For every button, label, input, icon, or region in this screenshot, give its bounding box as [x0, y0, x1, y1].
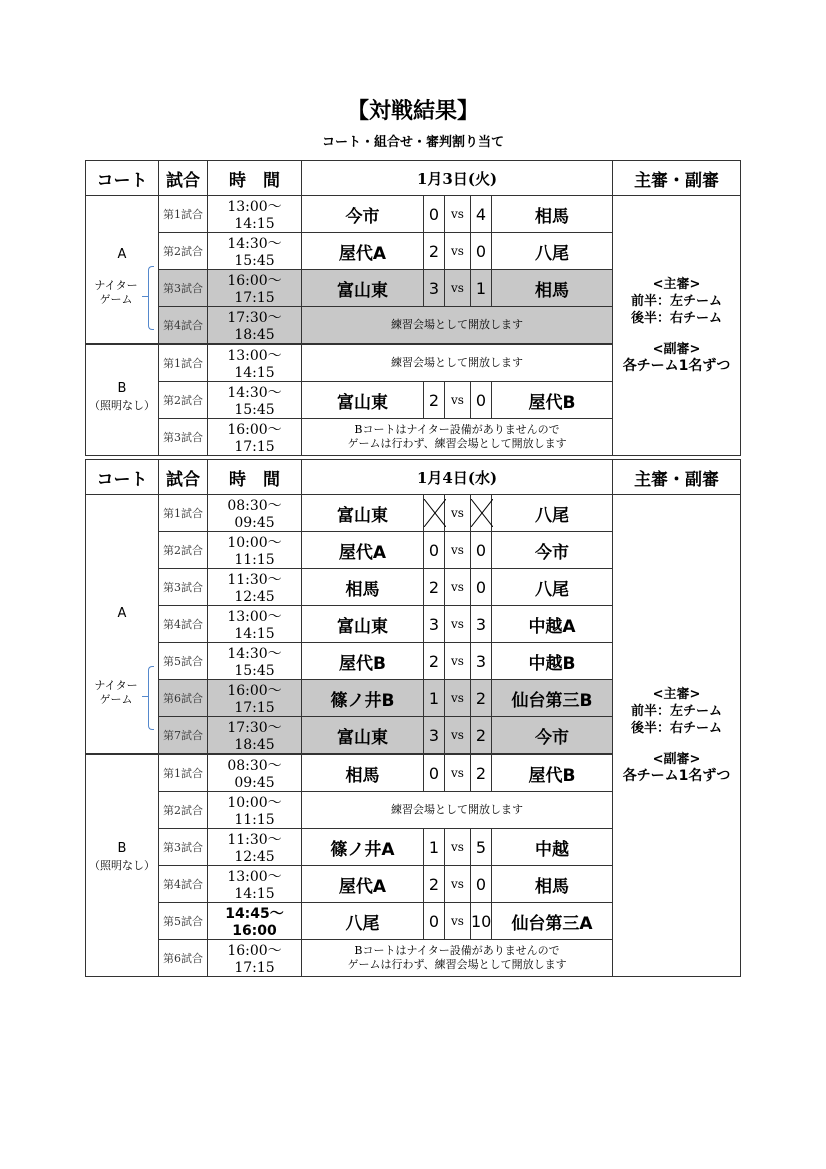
vs-label: vs — [445, 606, 471, 643]
home-score: 3 — [424, 606, 445, 643]
court-a-cell — [86, 196, 159, 345]
vs-label: vs — [445, 569, 471, 606]
home-team: 屋代A — [302, 866, 424, 903]
away-score-cancelled — [471, 495, 492, 532]
away-team: 八尾 — [492, 495, 613, 532]
game-number: 第7試合 — [159, 717, 208, 755]
home-score: 2 — [424, 382, 445, 419]
court-a-label: A — [117, 606, 127, 621]
vs-label: vs — [445, 196, 471, 233]
game-time: 16:00～17:15 — [208, 940, 302, 977]
away-team: 仙台第三A — [492, 903, 613, 940]
away-team: 相馬 — [492, 196, 613, 233]
home-team: 屋代B — [302, 643, 424, 680]
court-b-label: B — [117, 841, 127, 856]
vs-label: vs — [445, 495, 471, 532]
header-date: 1月3日(火) — [302, 161, 613, 196]
game-time: 13:00～14:15 — [208, 866, 302, 903]
away-team: 八尾 — [492, 569, 613, 606]
away-score: 0 — [471, 382, 492, 419]
practice-note: 練習会場として開放します — [302, 344, 613, 382]
away-team: 中越 — [492, 829, 613, 866]
court-a-cell — [86, 495, 159, 755]
game-number: 第3試合 — [159, 829, 208, 866]
away-score: 3 — [471, 643, 492, 680]
away-score: 0 — [471, 532, 492, 569]
home-team: 今市 — [302, 196, 424, 233]
cross-icon — [471, 499, 493, 527]
vs-label: vs — [445, 680, 471, 717]
game-number: 第4試合 — [159, 307, 208, 345]
header-court: コート — [86, 161, 159, 196]
home-team: 篠ノ井B — [302, 680, 424, 717]
home-team: 富山東 — [302, 382, 424, 419]
vs-label: vs — [445, 270, 471, 307]
game-number: 第5試合 — [159, 643, 208, 680]
referee-note: <主審> 前半：左チーム 後半：右チーム <副審> 各チーム1名ずつ — [613, 495, 741, 977]
game-time: 14:30～15:45 — [208, 382, 302, 419]
home-team: 屋代A — [302, 233, 424, 270]
header-court: コート — [86, 460, 159, 495]
game-number: 第6試合 — [159, 680, 208, 717]
home-team: 八尾 — [302, 903, 424, 940]
away-score: 1 — [471, 270, 492, 307]
away-team: 今市 — [492, 532, 613, 569]
header-date: 1月4日(水) — [302, 460, 613, 495]
home-team: 富山東 — [302, 606, 424, 643]
away-team: 仙台第三B — [492, 680, 613, 717]
header-referee: 主審・副審 — [613, 161, 741, 196]
night-game-label: ナイター ゲーム — [94, 679, 138, 706]
vs-label: vs — [445, 717, 471, 755]
game-time: 10:00～11:15 — [208, 532, 302, 569]
vs-label: vs — [445, 903, 471, 940]
cross-icon — [424, 499, 446, 527]
away-team: 中越B — [492, 643, 613, 680]
vs-label: vs — [445, 233, 471, 270]
away-score: 5 — [471, 829, 492, 866]
away-score: 3 — [471, 606, 492, 643]
game-time: 16:00～17:15 — [208, 419, 302, 456]
game-time: 16:00～17:15 — [208, 270, 302, 307]
game-number: 第5試合 — [159, 903, 208, 940]
court-b-cell — [86, 754, 159, 977]
game-number: 第2試合 — [159, 233, 208, 270]
day2-schedule-table — [85, 459, 741, 977]
away-team: 八尾 — [492, 233, 613, 270]
home-team: 富山東 — [302, 495, 424, 532]
practice-note: 練習会場として開放します — [302, 792, 613, 829]
away-score: 4 — [471, 196, 492, 233]
game-number: 第1試合 — [159, 196, 208, 233]
home-score: 2 — [424, 866, 445, 903]
away-team: 屋代B — [492, 754, 613, 792]
home-score-cancelled — [424, 495, 445, 532]
day1-schedule-table — [85, 160, 741, 456]
game-number: 第6試合 — [159, 940, 208, 977]
page-title: 【対戦結果】 — [346, 99, 479, 124]
away-team: 中越A — [492, 606, 613, 643]
away-score: 0 — [471, 866, 492, 903]
game-number: 第2試合 — [159, 532, 208, 569]
referee-note: <主審> 前半：左チーム 後半：右チーム <副審> 各チーム1名ずつ — [613, 196, 741, 456]
game-time: 13:00～14:15 — [208, 606, 302, 643]
game-time: 13:00～14:15 — [208, 196, 302, 233]
game-number: 第4試合 — [159, 866, 208, 903]
court-b-note: （照明なし） — [89, 399, 155, 412]
game-time: 16:00～17:15 — [208, 680, 302, 717]
home-team: 屋代A — [302, 532, 424, 569]
home-score: 2 — [424, 233, 445, 270]
header-time: 時 間 — [208, 460, 302, 495]
away-score: 2 — [471, 754, 492, 792]
game-number: 第3試合 — [159, 569, 208, 606]
game-number: 第3試合 — [159, 419, 208, 456]
away-score: 2 — [471, 717, 492, 755]
game-number: 第2試合 — [159, 792, 208, 829]
header-referee: 主審・副審 — [613, 460, 741, 495]
game-time: 11:30～12:45 — [208, 569, 302, 606]
header-game: 試合 — [159, 460, 208, 495]
away-team: 相馬 — [492, 270, 613, 307]
home-team: 篠ノ井A — [302, 829, 424, 866]
page-subtitle: コート・組合せ・審判割り当て — [321, 135, 504, 150]
home-score: 0 — [424, 532, 445, 569]
court-a-label: A — [117, 247, 127, 262]
practice-note: 練習会場として開放します — [302, 307, 613, 345]
night-game-brace — [148, 266, 154, 330]
vs-label: vs — [445, 829, 471, 866]
game-number: 第4試合 — [159, 606, 208, 643]
away-team: 屋代B — [492, 382, 613, 419]
away-team: 今市 — [492, 717, 613, 755]
home-score: 0 — [424, 903, 445, 940]
game-time: 14:30～15:45 — [208, 643, 302, 680]
away-score: 0 — [471, 569, 492, 606]
home-score: 0 — [424, 196, 445, 233]
game-time: 10:00～11:15 — [208, 792, 302, 829]
home-score: 2 — [424, 569, 445, 606]
court-b-cell — [86, 344, 159, 456]
home-score: 3 — [424, 270, 445, 307]
away-team: 相馬 — [492, 866, 613, 903]
away-score: 10 — [471, 903, 492, 940]
home-score: 1 — [424, 829, 445, 866]
night-game-brace — [148, 666, 154, 730]
away-score: 2 — [471, 680, 492, 717]
game-time: 17:30～18:45 — [208, 307, 302, 345]
away-score: 0 — [471, 233, 492, 270]
game-time: 13:00～14:15 — [208, 344, 302, 382]
vs-label: vs — [445, 532, 471, 569]
game-time: 14:30～15:45 — [208, 233, 302, 270]
game-number: 第1試合 — [159, 495, 208, 532]
no-lights-note: Bコートはナイター設備がありませんので ゲームは行わず、練習会場として開放します — [302, 419, 613, 456]
court-b-note: （照明なし） — [89, 859, 155, 872]
vs-label: vs — [445, 754, 471, 792]
home-score: 2 — [424, 643, 445, 680]
home-team: 相馬 — [302, 569, 424, 606]
court-b-label: B — [117, 381, 127, 396]
night-game-label: ナイター ゲーム — [94, 279, 138, 306]
game-number: 第2試合 — [159, 382, 208, 419]
home-team: 相馬 — [302, 754, 424, 792]
header-time: 時 間 — [208, 161, 302, 196]
vs-label: vs — [445, 866, 471, 903]
game-number: 第1試合 — [159, 754, 208, 792]
game-time: 11:30～12:45 — [208, 829, 302, 866]
home-score: 3 — [424, 717, 445, 755]
game-number: 第3試合 — [159, 270, 208, 307]
game-time: 17:30～18:45 — [208, 717, 302, 755]
game-time: 08:30～09:45 — [208, 495, 302, 532]
vs-label: vs — [445, 643, 471, 680]
header-game: 試合 — [159, 161, 208, 196]
home-team: 富山東 — [302, 270, 424, 307]
game-time: 14:45～16:00 — [208, 903, 302, 940]
home-score: 1 — [424, 680, 445, 717]
game-time: 08:30～09:45 — [208, 754, 302, 792]
vs-label: vs — [445, 382, 471, 419]
no-lights-note: Bコートはナイター設備がありませんので ゲームは行わず、練習会場として開放します — [302, 940, 613, 977]
home-team: 富山東 — [302, 717, 424, 755]
game-number: 第1試合 — [159, 344, 208, 382]
home-score: 0 — [424, 754, 445, 792]
